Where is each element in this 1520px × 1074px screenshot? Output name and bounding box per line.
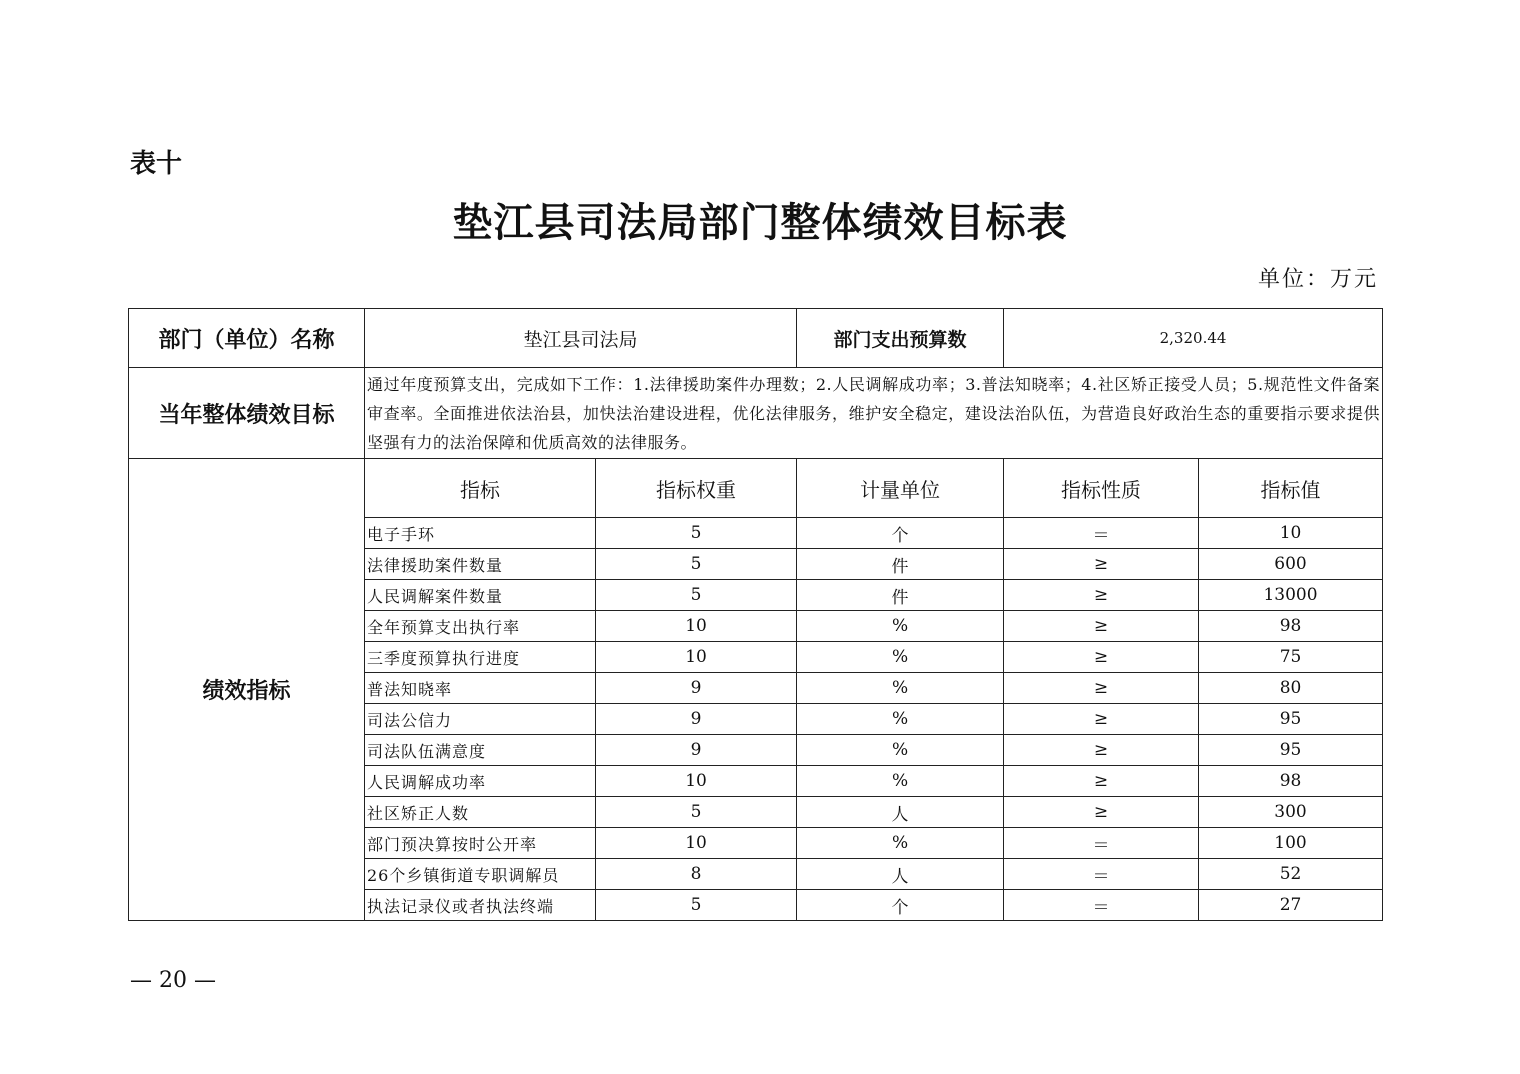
indicator-weight: 9	[596, 673, 797, 704]
indicator-unit: %	[797, 611, 1004, 642]
indicator-nature: ≥	[1004, 735, 1199, 766]
document-title: 垫江县司法局部门整体绩效目标表	[452, 199, 1068, 246]
indicator-nature: ＝	[1004, 518, 1199, 549]
indicator-name: 社区矫正人数	[365, 797, 596, 828]
indicator-weight: 8	[596, 859, 797, 890]
indicator-name: 法律援助案件数量	[365, 549, 596, 580]
indicator-unit: 个	[797, 518, 1004, 549]
indicator-weight: 10	[596, 642, 797, 673]
table-label: 表十	[130, 149, 183, 179]
unit-label: 单位：万元	[1257, 267, 1378, 292]
indicator-unit: %	[797, 766, 1004, 797]
indicator-name: 执法记录仪或者执法终端	[365, 890, 596, 921]
header-row	[129, 309, 1383, 368]
dept-name-label: 部门（单位）名称	[129, 309, 365, 368]
indicator-header-row	[129, 459, 1383, 518]
indicator-nature: ≥	[1004, 704, 1199, 735]
indicator-nature: ＝	[1004, 859, 1199, 890]
col-header-value: 指标值	[1199, 459, 1383, 518]
col-header-indicator: 指标	[365, 459, 596, 518]
indicator-name: 电子手环	[365, 518, 596, 549]
indicator-value: 10	[1199, 518, 1383, 549]
indicators-section-label: 绩效指标	[129, 459, 365, 921]
indicator-weight: 5	[596, 890, 797, 921]
indicator-weight: 9	[596, 704, 797, 735]
indicator-nature: ≥	[1004, 673, 1199, 704]
indicator-unit: %	[797, 828, 1004, 859]
indicator-value: 95	[1199, 735, 1383, 766]
indicator-nature: ≥	[1004, 642, 1199, 673]
indicator-value: 98	[1199, 766, 1383, 797]
indicator-name: 全年预算支出执行率	[365, 611, 596, 642]
indicator-value: 300	[1199, 797, 1383, 828]
indicator-weight: 10	[596, 828, 797, 859]
indicator-nature: ≥	[1004, 766, 1199, 797]
col-header-unit: 计量单位	[797, 459, 1004, 518]
budget-label: 部门支出预算数	[797, 309, 1004, 368]
indicator-unit: 件	[797, 580, 1004, 611]
indicator-weight: 9	[596, 735, 797, 766]
indicator-name: 三季度预算执行进度	[365, 642, 596, 673]
goal-text: 通过年度预算支出，完成如下工作：1.法律援助案件办理数；2.人民调解成功率；3.普法知晓率；4.社区矫正接受人员；5.规范性文件备案审查率。全面推进依法治县，加快法治建设进程，优化法律服务，维护安全稳定，建设法治队伍，为营造良好政治生态的重要指示要求提供坚强有力的法治保障和优质高效的法律服务。	[365, 368, 1383, 459]
indicator-weight: 10	[596, 766, 797, 797]
indicator-name: 部门预决算按时公开率	[365, 828, 596, 859]
indicator-weight: 5	[596, 518, 797, 549]
indicator-unit: %	[797, 735, 1004, 766]
indicator-name: 司法队伍满意度	[365, 735, 596, 766]
indicator-nature: ≥	[1004, 797, 1199, 828]
indicator-value: 75	[1199, 642, 1383, 673]
indicator-value: 98	[1199, 611, 1383, 642]
indicator-nature: ＝	[1004, 828, 1199, 859]
indicator-value: 80	[1199, 673, 1383, 704]
indicator-unit: 人	[797, 859, 1004, 890]
indicator-value: 52	[1199, 859, 1383, 890]
indicator-weight: 5	[596, 549, 797, 580]
indicator-name: 26个乡镇街道专职调解员	[365, 859, 596, 890]
budget-value: 2,320.44	[1004, 309, 1383, 368]
indicator-name: 人民调解成功率	[365, 766, 596, 797]
goal-label: 当年整体绩效目标	[129, 368, 365, 459]
indicator-nature: ＝	[1004, 890, 1199, 921]
indicator-value: 95	[1199, 704, 1383, 735]
dept-name-value: 垫江县司法局	[365, 309, 797, 368]
indicator-nature: ≥	[1004, 549, 1199, 580]
col-header-weight: 指标权重	[596, 459, 797, 518]
indicator-unit: 人	[797, 797, 1004, 828]
indicator-value: 100	[1199, 828, 1383, 859]
indicator-name: 司法公信力	[365, 704, 596, 735]
indicator-value: 13000	[1199, 580, 1383, 611]
goal-row	[129, 368, 1383, 459]
indicator-name: 普法知晓率	[365, 673, 596, 704]
indicator-value: 600	[1199, 549, 1383, 580]
indicator-value: 27	[1199, 890, 1383, 921]
indicator-unit: %	[797, 673, 1004, 704]
col-header-nature: 指标性质	[1004, 459, 1199, 518]
indicator-unit: %	[797, 642, 1004, 673]
indicator-weight: 5	[596, 580, 797, 611]
indicator-unit: %	[797, 704, 1004, 735]
indicator-unit: 个	[797, 890, 1004, 921]
indicator-nature: ≥	[1004, 580, 1199, 611]
page-number: — 20 —	[130, 968, 216, 993]
performance-target-table	[128, 308, 1383, 921]
indicator-weight: 10	[596, 611, 797, 642]
indicator-name: 人民调解案件数量	[365, 580, 596, 611]
indicator-unit: 件	[797, 549, 1004, 580]
indicator-weight: 5	[596, 797, 797, 828]
indicator-nature: ≥	[1004, 611, 1199, 642]
